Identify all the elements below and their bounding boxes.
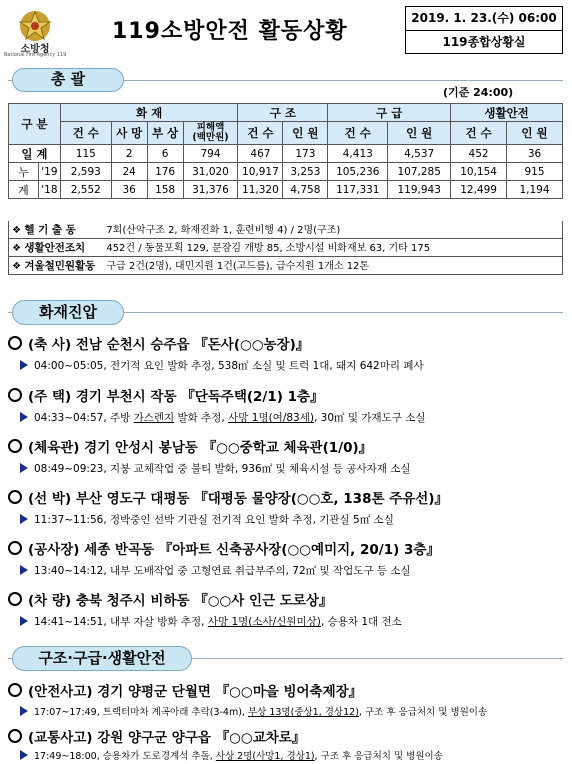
cell: 158 [147, 181, 183, 199]
note-helicopter: ❖ 헬 기 출 동 7회(산악구조 2, 화재진화 1, 훈련비행 4) / 2명(구조) [8, 221, 563, 239]
cell: 107,285 [388, 163, 451, 181]
table-row [9, 145, 563, 163]
basis-time: (기준 24:00) [443, 86, 514, 99]
subheader: 건 수 [60, 122, 111, 145]
cell: 915 [507, 163, 563, 181]
arrow-right-icon [20, 463, 28, 473]
col-gubun: 구 분 [9, 104, 61, 145]
cell: 1,194 [507, 181, 563, 199]
cell: 2,593 [60, 163, 111, 181]
cell: 105,236 [328, 163, 388, 181]
subheader: 인 원 [283, 122, 328, 145]
cell: 6 [147, 145, 183, 163]
fire-item-head: (선 박) 부산 영도구 대평동 『대평동 물양장(○○호, 138톤 주유선)』 [8, 487, 448, 507]
group-ems: 구 급 [328, 104, 451, 122]
org-name: 소방청 [20, 44, 50, 55]
fire-item-head: (차 량) 충북 청주시 비하동 『○○사 인근 도로상』 [8, 589, 332, 609]
cell: 176 [147, 163, 183, 181]
table-row [9, 163, 563, 181]
row-label: 누 [9, 163, 39, 181]
fire-item-head: (공사장) 세종 반곡동 『아파트 신축공사장(○○예미지, 20/1) 3층』 [8, 538, 440, 558]
cell: 10,917 [238, 163, 283, 181]
fire-item-detail: 11:37~11:56, 정박중인 선박 기관실 전기적 요인 발화 추정, 기관실 5㎡ 소실 [20, 512, 394, 527]
group-safety: 생활안전 [451, 104, 563, 122]
fire-item-head: (체육관) 경기 안성시 봉남동 『○○중학교 체육관(1/0)』 [8, 436, 372, 456]
cell: 3,253 [283, 163, 328, 181]
rescue-item-detail: 17:07~17:49, 트랙터마차 계곡아래 추락(3-4m), 부상 13명(중상1, 경상12), 구조 후 응급처치 및 병원이송 [20, 704, 487, 718]
arrow-right-icon [20, 412, 28, 422]
arrow-right-icon [20, 565, 28, 575]
cell: 36 [111, 181, 147, 199]
cell: 4,537 [388, 145, 451, 163]
circle-bullet-icon [8, 490, 22, 504]
group-rescue: 구 조 [238, 104, 328, 122]
note-label: 생활안전조치 [24, 242, 86, 254]
note-label: 겨울철민원활동 [24, 260, 96, 272]
cell: 12,499 [451, 181, 507, 199]
cell: 31,020 [183, 163, 238, 181]
section-title-rescue: 구조·구급·생활안전 [12, 646, 192, 671]
note-label: 헬 기 출 동 [24, 224, 76, 236]
subheader: 건 수 [451, 122, 507, 145]
cell: 467 [238, 145, 283, 163]
cell: 794 [183, 145, 238, 163]
note-text: 7회(산악구조 2, 화재진화 1, 훈련비행 4) / 2명(구조) [106, 225, 341, 236]
rescue-item-head: (안전사고) 경기 양평군 단월면 『○○마을 빙어축제장』 [8, 680, 362, 700]
cell: 2 [111, 145, 147, 163]
subheader: 인 원 [388, 122, 451, 145]
fire-item-detail: 04:00~05:05, 전기적 요인 발화 추정, 538㎡ 소실 및 트럭 1대, 돼지 642마리 폐사 [20, 358, 424, 373]
rescue-item-detail: 17:49~18:00, 승용차가 도로경계석 추돌, 사상 2명(사망1, 경상1), 구조 후 응급처치 및 병원이송 [20, 748, 443, 762]
note-winter: ❖ 겨울철민원활동 구급 2건(2명), 대민지원 1건(고드름), 급수지원 1개소 12톤 [8, 257, 563, 275]
fire-item-detail: 08:49~09:23, 지붕 교체작업 중 불티 발화, 936㎡ 및 체육시설 등 공사자재 소실 [20, 461, 411, 476]
cell: 452 [451, 145, 507, 163]
cell: 4,758 [283, 181, 328, 199]
report-office: 119종합상황실 [442, 35, 526, 49]
arrow-right-icon [20, 750, 28, 760]
arrow-right-icon [20, 514, 28, 524]
section-title-fire: 화재진압 [12, 300, 124, 325]
row-label: 계 [9, 181, 39, 199]
circle-bullet-icon [8, 439, 22, 453]
summary-table [8, 103, 563, 199]
cell: 11,320 [238, 181, 283, 199]
arrow-right-icon [20, 616, 28, 626]
cell: 2,552 [60, 181, 111, 199]
table-row [9, 181, 563, 199]
subheader: 인 원 [507, 122, 563, 145]
cell: 10,154 [451, 163, 507, 181]
row-year: '19 [38, 163, 60, 181]
subheader: 피해액 (백만원) [183, 122, 238, 145]
circle-bullet-icon [8, 388, 22, 402]
rescue-item-head: (교통사고) 강원 양구군 양구읍 『○○교차로』 [8, 726, 305, 746]
circle-bullet-icon [8, 541, 22, 555]
date-box [405, 6, 563, 54]
cell: 115 [60, 145, 111, 163]
arrow-right-icon [20, 706, 28, 716]
subheader: 건 수 [238, 122, 283, 145]
fire-item-detail: 14:41~14:51, 내부 자살 방화 추정, 사망 1명(소사/신원미상), 승용차 1대 전소 [20, 614, 402, 629]
cell: 117,331 [328, 181, 388, 199]
note-text: 구급 2건(2명), 대민지원 1건(고드름), 급수지원 1개소 12톤 [106, 261, 370, 272]
note-text: 452건 / 동물포획 129, 문잠김 개방 85, 소방시설 비화재보 63, 기타 175 [106, 243, 431, 254]
note-safety: ❖ 생활안전조치 452건 / 동물포획 129, 문잠김 개방 85, 소방시설 비화재보 63, 기타 175 [8, 239, 563, 257]
cell: 4,413 [328, 145, 388, 163]
fire-item-detail: 04:33~04:57, 주방 가스렌지 발화 추정, 사망 1명(여/83세), 30㎡ 및 가재도구 소실 [20, 410, 426, 425]
row-label: 일 계 [9, 145, 61, 163]
circle-bullet-icon [8, 729, 22, 743]
row-year: '18 [38, 181, 60, 199]
report-date: 2019. 1. 23.(수) 06:00 [406, 7, 562, 31]
circle-bullet-icon [8, 592, 22, 606]
cell: 119,943 [388, 181, 451, 199]
circle-bullet-icon [8, 336, 22, 350]
arrow-right-icon [20, 360, 28, 370]
fire-item-detail: 13:40~14:12, 내부 도배작업 중 고형연료 취급부주의, 72㎡ 및 작업도구 등 소실 [20, 563, 411, 578]
group-fire: 화 재 [60, 104, 238, 122]
cell: 36 [507, 145, 563, 163]
cell: 173 [283, 145, 328, 163]
subheader: 부 상 [147, 122, 183, 145]
section-title-summary: 총 괄 [12, 68, 124, 92]
cell: 24 [111, 163, 147, 181]
org-sub: National Fire Agency 119 [3, 52, 67, 58]
subheader: 건 수 [328, 122, 388, 145]
subheader: 사 망 [111, 122, 147, 145]
page-title: 119소방안전 활동상황 [112, 19, 348, 44]
fire-item-head: (주 택) 경기 부천시 작동 『단독주택(2/1) 1층』 [8, 385, 324, 405]
circle-bullet-icon [8, 683, 22, 697]
cell: 31,376 [183, 181, 238, 199]
fire-item-head: (축 사) 전남 순천시 승주읍 『돈사(○○농장)』 [8, 333, 309, 353]
